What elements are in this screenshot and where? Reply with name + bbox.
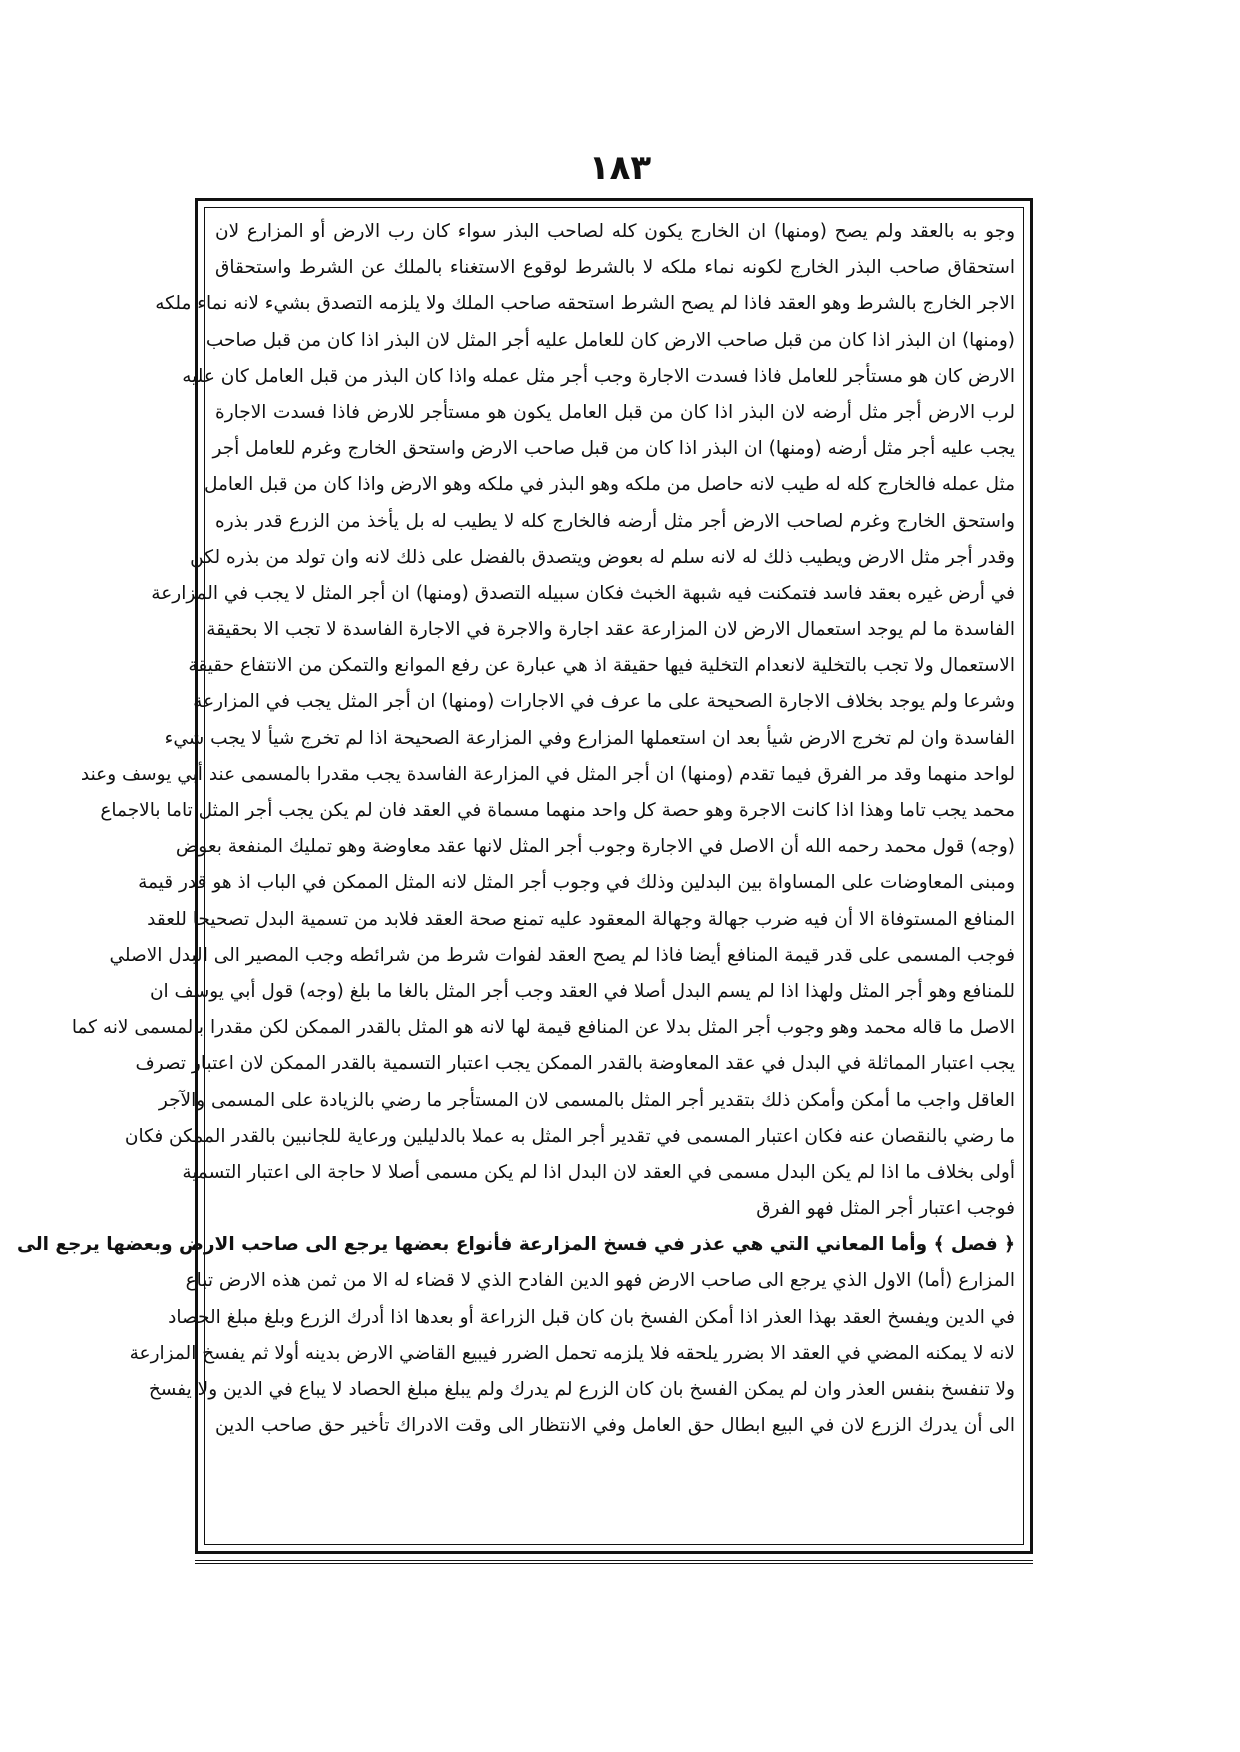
text-line: للمنافع وهو أجر المثل ولهذا اذا لم يسم البدل أصلا في العقد وجب أجر المثل بالغا ما بلغ (وجه) قول أبي يوسف ان — [149, 980, 1015, 1002]
text-line: ومبنى المعاوضات على المساواة بين البدلين وذلك في وجوب أجر المثل لانه المثل الممكن في الباب اذ هو قدر قيمة — [138, 872, 1015, 894]
text-line: فوجب المسمى على قدر قيمة المنافع أيضا فاذا لم يصح العقد لفوات شرط من شرائطه وجب المصير الى البدل الاصلي — [109, 944, 1015, 966]
text-line: الاجر الخارج بالشرط وهو العقد فاذا لم يصح الشرط استحقه صاحب الملك ولا يلزمه التصدق بشيء لانه نماء ملكه — [155, 293, 1015, 315]
text-line: يجب اعتبار المماثلة في البدل في عقد المعاوضة بالقدر الممكن يجب اعتبار التسمية بالقدر الممكن لان اعتبار تصرف — [135, 1053, 1015, 1075]
section-heading-line: ﴿ فصل ﴾ وأما المعاني التي هي عذر في فسخ المزارعة فأنواع بعضها يرجع الى صاحب الارض وبعضها يرجع الى — [16, 1234, 1015, 1256]
text-line: المنافع المستوفاة الا أن فيه ضرب جهالة وجهالة المعقود عليه تمنع صحة العقد فلابد من تسمية البدل تصحيحا للعقد — [147, 908, 1015, 930]
text-line: الاستعمال ولا تجب بالتخلية لانعدام التخلية فيها حقيقة اذ هي عبارة عن رفع الموانع والتمكن من الانتفاع حقيقة — [188, 655, 1015, 677]
text-line: ما رضي بالنقصان عنه فكان اعتبار المسمى في تقدير أجر المثل به عملا بالدليلين ورعاية للجانبين بالقدر الممكن فكان — [124, 1125, 1015, 1147]
text-line: لرب الارض أجر مثل أرضه لان البذر اذا كان من قبل العامل يكون هو مستأجر للارض فاذا فسدت الاجارة — [215, 401, 1015, 423]
text-line: أولى بخلاف ما اذا لم يكن البدل مسمى في العقد لان البدل اذا لم يكن مسمى أصلا لا حاجة الى اعتبار التسمية — [182, 1161, 1015, 1183]
text-line: العاقل واجب ما أمكن وأمكن ذلك بتقدير أجر المثل بالمسمى لان المستأجر ما رضي بالزيادة على المسمى والآجر — [158, 1089, 1015, 1111]
text-line: الارض كان هو مستأجر للعامل فاذا فسدت الاجارة وجب أجر مثل عمله واذا كان البذر من قبل العامل كان عليه — [182, 365, 1015, 387]
text-line: الفاسدة وان لم تخرج الارض شيأ بعد ان استعملها المزارع وفي المزارعة الصحيحة اذا لم تخرج شيأ لا يجب شيء — [164, 727, 1015, 749]
text-line: محمد يجب تاما وهذا اذا كانت الاجرة وهو حصة كل واحد منهما مسماة في العقد فان لم يكن يجب أجر المثل تاما بالاجماع — [100, 800, 1015, 821]
text-line: المزارع (أما) الاول الذي يرجع الى صاحب الارض فهو الدين الفادح الذي لا قضاء له الا من ثمن هذه الارض تباع — [185, 1270, 1015, 1292]
body-text — [16, 214, 1015, 1544]
page-number: ١٨٣ — [588, 148, 652, 188]
text-line: يجب عليه أجر مثل أرضه (ومنها) ان البذر اذا كان من قبل صاحب الارض واستحق الخارج وغرم للعامل أجر — [212, 438, 1015, 460]
text-line: (ومنها) ان البذر اذا كان من قبل صاحب الارض كان للعامل عليه أجر المثل لان البذر اذا كان من قبل صاحب — [205, 329, 1015, 351]
text-line: الى أن يدرك الزرع لان في البيع ابطال حق العامل وفي الانتظار الى وقت الادراك تأخير حق صاحب الدين — [215, 1415, 1015, 1437]
text-line: ولا تنفسخ بنفس العذر وان لم يمكن الفسخ بان كان الزرع لم يدرك ولم يبلغ مبلغ الحصاد لا يباع في الدين ولا يفسخ — [148, 1379, 1015, 1400]
text-line: الفاسدة ما لم يوجد استعمال الارض لان المزارعة عقد اجارة والاجرة في الاجارة الفاسدة لا تجب الا بحقيقة — [206, 619, 1015, 641]
text-line: واستحق الخارج وغرم لصاحب الارض أجر مثل أرضه فالخارج كله لا يطيب له بل يأخذ من الزرع قدر بذره — [215, 510, 1015, 532]
text-line: في أرض غيره بعقد فاسد فتمكنت فيه شبهة الخبث فكان سبيله التصدق (ومنها) ان أجر المثل لا يجب في المزارعة — [151, 582, 1015, 604]
text-line: لواحد منهما وقد مر الفرق فيما تقدم (ومنها) ان أجر المثل في المزارعة الفاسدة يجب مقدرا بالمسمى عند أبي يوسف وعند — [80, 763, 1015, 785]
text-line: لانه لا يمكنه المضي في العقد الا بضرر يلحقه فلا يلزمه تحمل الضرر فيبيع القاضي الارض بدينه أولا ثم يفسخ المزارعة — [129, 1342, 1015, 1364]
text-line: (وجه) قول محمد رحمه الله أن الاصل في الاجارة وجوب أجر المثل لانها عقد معاوضة وهو تمليك المنفعة بعوض — [175, 836, 1015, 858]
text-line: مثل عمله فالخارج كله له طيب لانه حاصل من ملكه وهو البذر في ملكه وهو الارض واذا كان من قبل العامل — [203, 474, 1015, 496]
text-line: وقدر أجر مثل الارض ويطيب ذلك له لانه سلم له بعوض ويتصدق بالفضل على ذلك لانه وان تولد من بذره لكن — [190, 546, 1015, 568]
text-line: استحقاق صاحب البذر الخارج لكونه نماء ملكه لا بالشرط لوقوع الاستغناء بالملك عن الشرط واستحقاق — [215, 257, 1015, 279]
text-line: في الدين ويفسخ العقد بهذا العذر اذا أمكن الفسخ بان كان قبل الزراعة أو بعدها اذا أدرك الزرع وبلغ مبلغ الحصاد — [168, 1306, 1015, 1328]
text-line: وجو به بالعقد ولم يصح (ومنها) ان الخارج يكون كله لصاحب البذر سواء كان رب الارض أو المزارع لان — [215, 221, 1015, 242]
bottom-rule — [195, 1560, 1033, 1564]
text-line: الاصل ما قاله محمد وهو وجوب أجر المثل بدلا عن المنافع قيمة لها لانه هو المثل بالقدر الممكن لكن مقدرا بالمسمى لانه كما — [71, 1017, 1015, 1039]
text-line: فوجب اعتبار أجر المثل فهو الفرق — [756, 1198, 1015, 1220]
text-line: وشرعا ولم يوجد بخلاف الاجارة الصحيحة على ما عرف في الاجارات (ومنها) ان أجر المثل يجب في المزارعة — [193, 691, 1015, 713]
